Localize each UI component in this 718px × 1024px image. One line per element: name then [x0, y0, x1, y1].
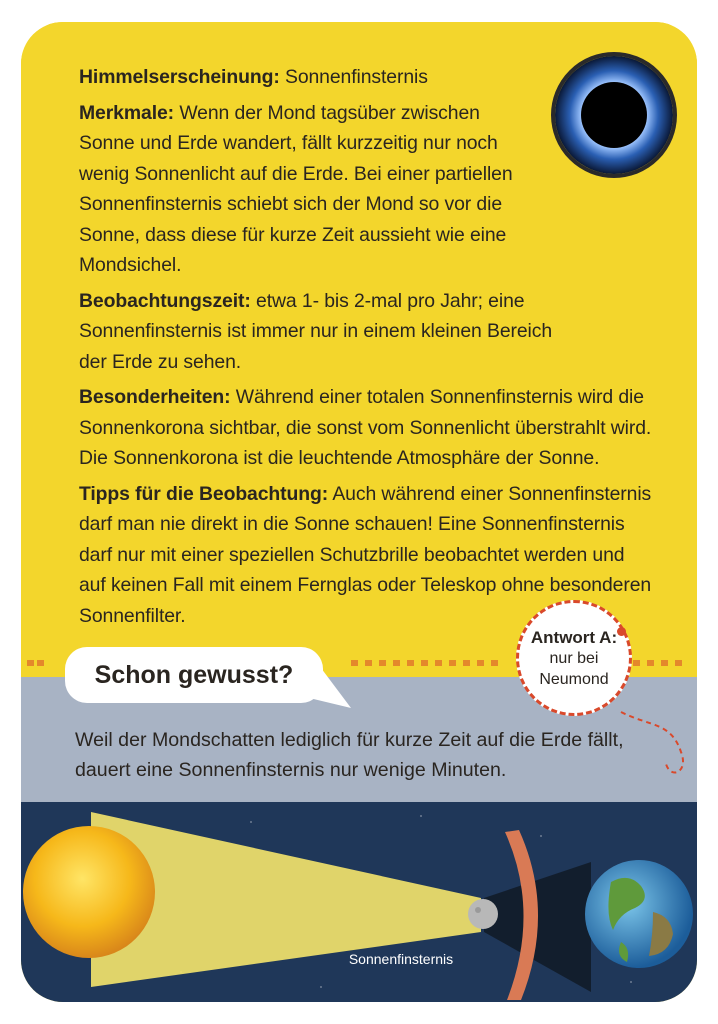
fact-heading: Schon gewusst?	[94, 660, 294, 689]
section-merkmale	[79, 98, 519, 281]
section-text: Während einer totalen Sonnenfinsternis wird die Sonnenkorona sichtbar, die sonst vom Sonnenlicht überstrahlt wird. Die Sonnenkorona ist die leuchtende Atmosphäre der Sonne.	[79, 386, 652, 469]
earth-illustration	[585, 860, 693, 968]
eclipse-photo	[551, 52, 677, 178]
section-text: Auch während einer Sonnenfinsternis darf man nie direkt in die Sonne schauen! Eine Sonnenfinsternis darf nur mit einer speziellen Schutzbrille beobachtet werden und auf keinen Fall mit einem Fernglas oder Teleskop ohne besonderen Sonnenfilter.	[79, 482, 652, 627]
section-text: Wenn der Mond tagsüber zwischen Sonne und Erde wandert, fällt kurzzeitig nur noch wenig Sonnenlicht auf die Erde. Bei einer partiellen Sonnenfinsternis schiebt sich der Mond so vor die Sonne, dass diese für kurze Zeit aussieht wie eine Mondsichel.	[79, 101, 513, 276]
card	[21, 22, 697, 1002]
illustration-caption: Sonnenfinsternis	[348, 951, 454, 967]
section-beobachtungszeit	[79, 286, 559, 378]
section-label: Tipps für die Beobachtung:	[79, 482, 329, 505]
eclipse-illustration	[21, 802, 697, 1002]
section-text: etwa 1- bis 2-mal pro Jahr; eine Sonnenfinsternis ist immer nur in einem kleinen Bereich der Erde zu sehen.	[79, 289, 553, 373]
section-label: Merkmale:	[79, 101, 175, 124]
answer-badge	[516, 600, 632, 716]
answer-dot	[617, 627, 626, 636]
sun-illustration	[23, 826, 155, 958]
fact-text: Weil der Mondschatten lediglich für kurze Zeit auf die Erde fällt, dauert eine Sonnenfinsternis nur wenige Minuten.	[75, 729, 624, 781]
section-label: Himmelserscheinung:	[79, 66, 280, 88]
section-besonderheiten	[79, 382, 654, 474]
fact-heading-bubble	[65, 647, 323, 703]
answer-line-2: Neumond	[539, 670, 609, 688]
moon-illustration	[468, 899, 498, 929]
section-label: Beobachtungszeit:	[79, 289, 251, 312]
answer-title: Antwort A:	[530, 627, 618, 647]
answer-line-1: nur bei	[549, 649, 599, 667]
section-text: Sonnenfinsternis	[284, 66, 428, 88]
section-label: Besonderheiten:	[79, 386, 231, 408]
